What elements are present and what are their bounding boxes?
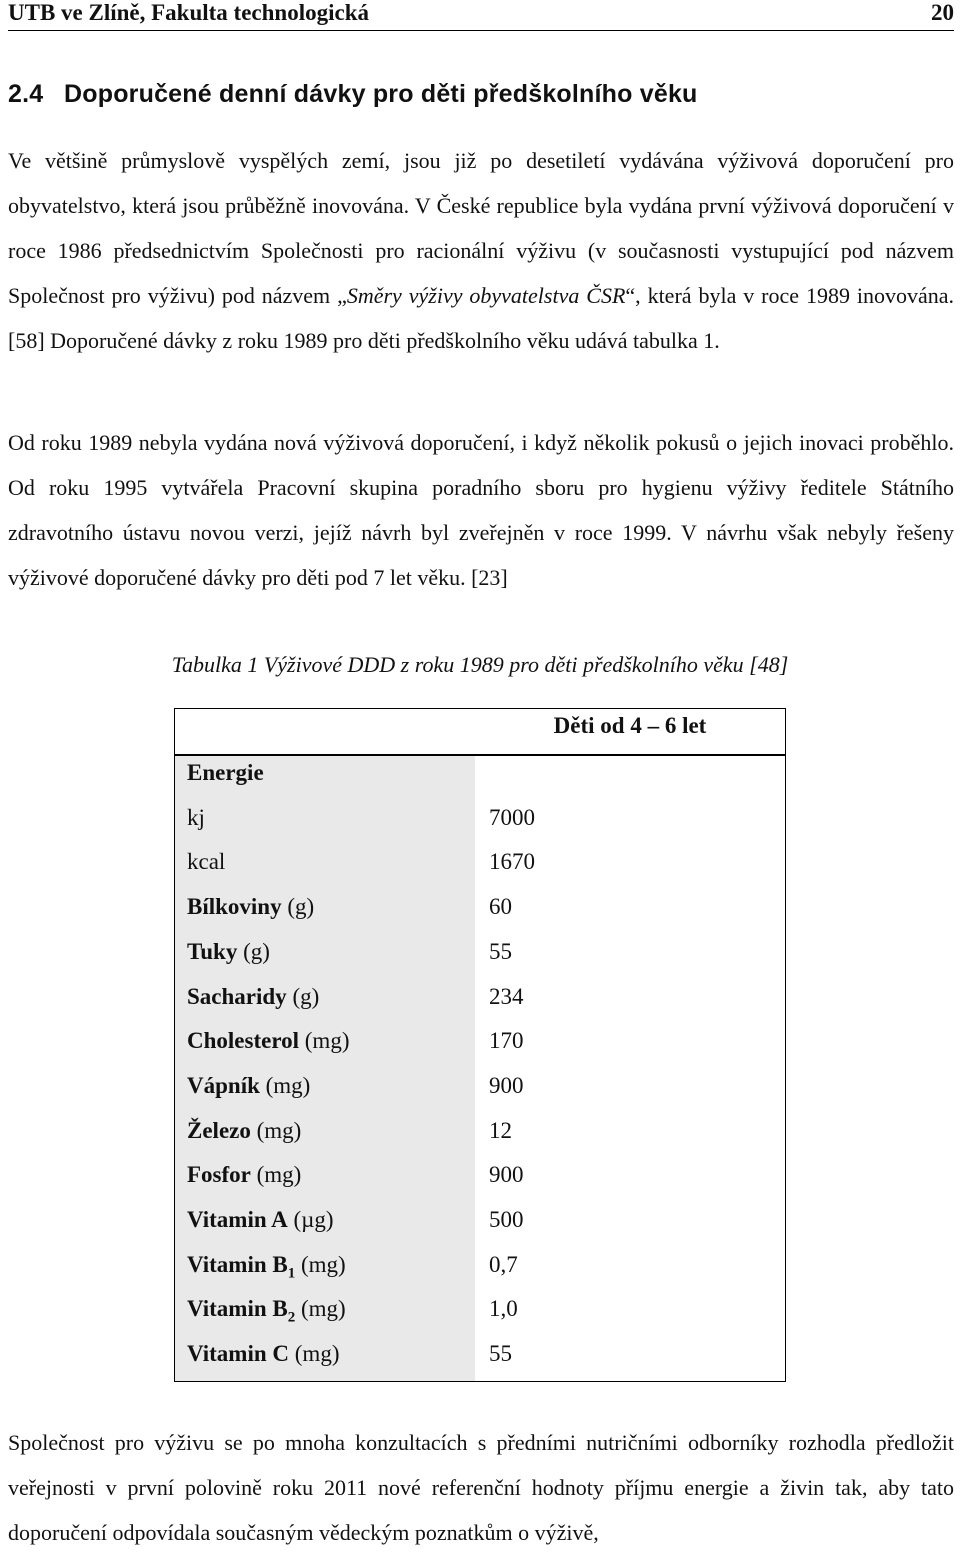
table-row [187,930,785,974]
nutrient-name: Tuky [187,938,238,964]
table-row [187,885,785,929]
nutrient-name: Cholesterol [187,1028,300,1054]
table-row-value: 55 [489,938,512,964]
table-row-value: 55 [489,1341,512,1367]
table-row-value: 900 [489,1162,524,1188]
paragraph-intro [8,138,954,363]
nutrient-name: Vitamin B [187,1251,288,1277]
table-row-label [187,1019,349,1063]
nutrient-name: Sacharidy [187,983,287,1009]
nutrient-unit: (mg) [295,1296,346,1322]
nutrient-unit: (mg) [299,1028,350,1054]
nutrient-name: Bílkoviny [187,894,282,920]
table-row-label [187,751,264,795]
table-row-value: 1,0 [489,1296,518,1322]
nutrient-unit: (mg) [289,1341,340,1367]
nutrient-unit: (mg) [250,1117,302,1143]
table-row-value: 1670 [489,849,535,875]
table-row-label [187,1332,339,1376]
table-column-header: Děti od 4 – 6 let [553,713,707,738]
nutrient-unit: (g) [281,894,315,920]
page-header [8,0,954,31]
table-row-value: 7000 [489,804,535,830]
nutrient-unit: (g) [286,983,320,1009]
table-row-label [187,796,205,840]
paragraph-intro-text-b: “, která byla v roce 1989 inovována. [58] Doporučené dávky z roku 1989 pro děti předškolního věku udává tabulka 1. [8,283,955,353]
table-row-label [187,1064,310,1108]
table-row-value: 500 [489,1207,524,1232]
nutrient-name: Vitamin B [187,1296,288,1322]
table-row-label [187,1153,301,1197]
table-row-value: 60 [489,894,512,920]
table-row [187,1332,785,1376]
table-row [187,751,785,795]
nutrient-name: Vitamin C [187,1341,290,1367]
table-row-value: 900 [489,1072,524,1098]
nutrient-name: Energie [187,760,264,785]
table-row-label [187,1198,334,1242]
nutrient-subscript: 1 [287,1265,296,1282]
section-number: 2.4 [8,80,44,108]
nutrient-unit: (g) [237,938,270,964]
table-row [187,1243,785,1287]
nutrient-name: Vápník [187,1072,260,1098]
table-row [187,1287,785,1331]
table-caption: Tabulka 1 Výživové DDD z roku 1989 pro děti předškolního věku [48] [171,652,789,677]
table-row-value: 0,7 [489,1251,518,1277]
nutrient-name: Železo [187,1117,251,1143]
table-row [187,1064,785,1108]
nutrient-unit: (mg) [259,1072,311,1098]
table-row [187,1109,785,1153]
table-row [187,975,785,1019]
nutrient-unit: (µg) [287,1207,334,1232]
table-row-value: 170 [489,1028,524,1054]
paragraph-intro-italic-title: Směry výživy obyvatelstva ČSR [346,283,626,308]
section-title: Doporučené denní dávky pro děti předškolního věku [64,80,698,108]
table-row [187,840,785,884]
section-heading [8,80,698,109]
table-row [187,1198,785,1242]
table-row-label [187,975,319,1019]
paragraph-history: Od roku 1989 nebyla vydána nová výživová doporučení, i když několik pokusů o jejich inovaci proběhlo. Od roku 1995 vytvářela Pracovní skupina poradního sboru pro hygienu výživy ředitele Státního zdravotního ústavu novou verzi, jejíž návrh byl zveřejněn v roce 1999. V návrhu však nebyly řešeny výživové doporučené dávky pro děti pod 7 let věku. [23] [8,430,954,590]
paragraph-conclusion: Společnost pro výživu se po mnoha konzultacích s předními nutričními odborníky rozhodla předložit veřejnosti v první polovině roku 2011 nové referenční hodnoty příjmu energie a živin tak, aby tato doporučení odpovídala současným vědeckým poznatkům o výživě, [8,1430,954,1545]
table-row [187,1153,785,1197]
nutrient-subscript: 2 [287,1309,296,1326]
nutrition-table [174,708,786,1382]
nutrient-unit: kj [187,804,205,830]
table-row-label [187,1109,301,1153]
table-row-label [187,840,225,884]
table-row-label [187,885,314,929]
table-row-label [187,930,270,974]
nutrient-name: Vitamin A [187,1207,288,1232]
nutrient-unit: kcal [187,849,226,875]
page-number: 20 [931,0,954,25]
table-row [187,1019,785,1063]
paragraph-intro-text-a: Ve většině průmyslově vyspělých zemí, jsou již po desetiletí vydávána výživová doporučení pro obyvatelstvo, která jsou průběžně inovována. V České republice byla vydána první výživová doporučení v roce 1986 předsednictvím Společnosti pro racionální výživu (v současnosti vystupující pod názvem Společnost pro výživu) pod názvem „ [8,148,954,308]
nutrient-unit: (mg) [250,1162,302,1188]
nutrient-name: Fosfor [187,1162,251,1188]
table-row [187,796,785,840]
table-row-value: 234 [489,983,524,1009]
table-row-value: 12 [489,1117,512,1143]
header-title: UTB ve Zlíně, Fakulta technologická [8,0,369,25]
nutrient-unit: (mg) [295,1251,346,1277]
